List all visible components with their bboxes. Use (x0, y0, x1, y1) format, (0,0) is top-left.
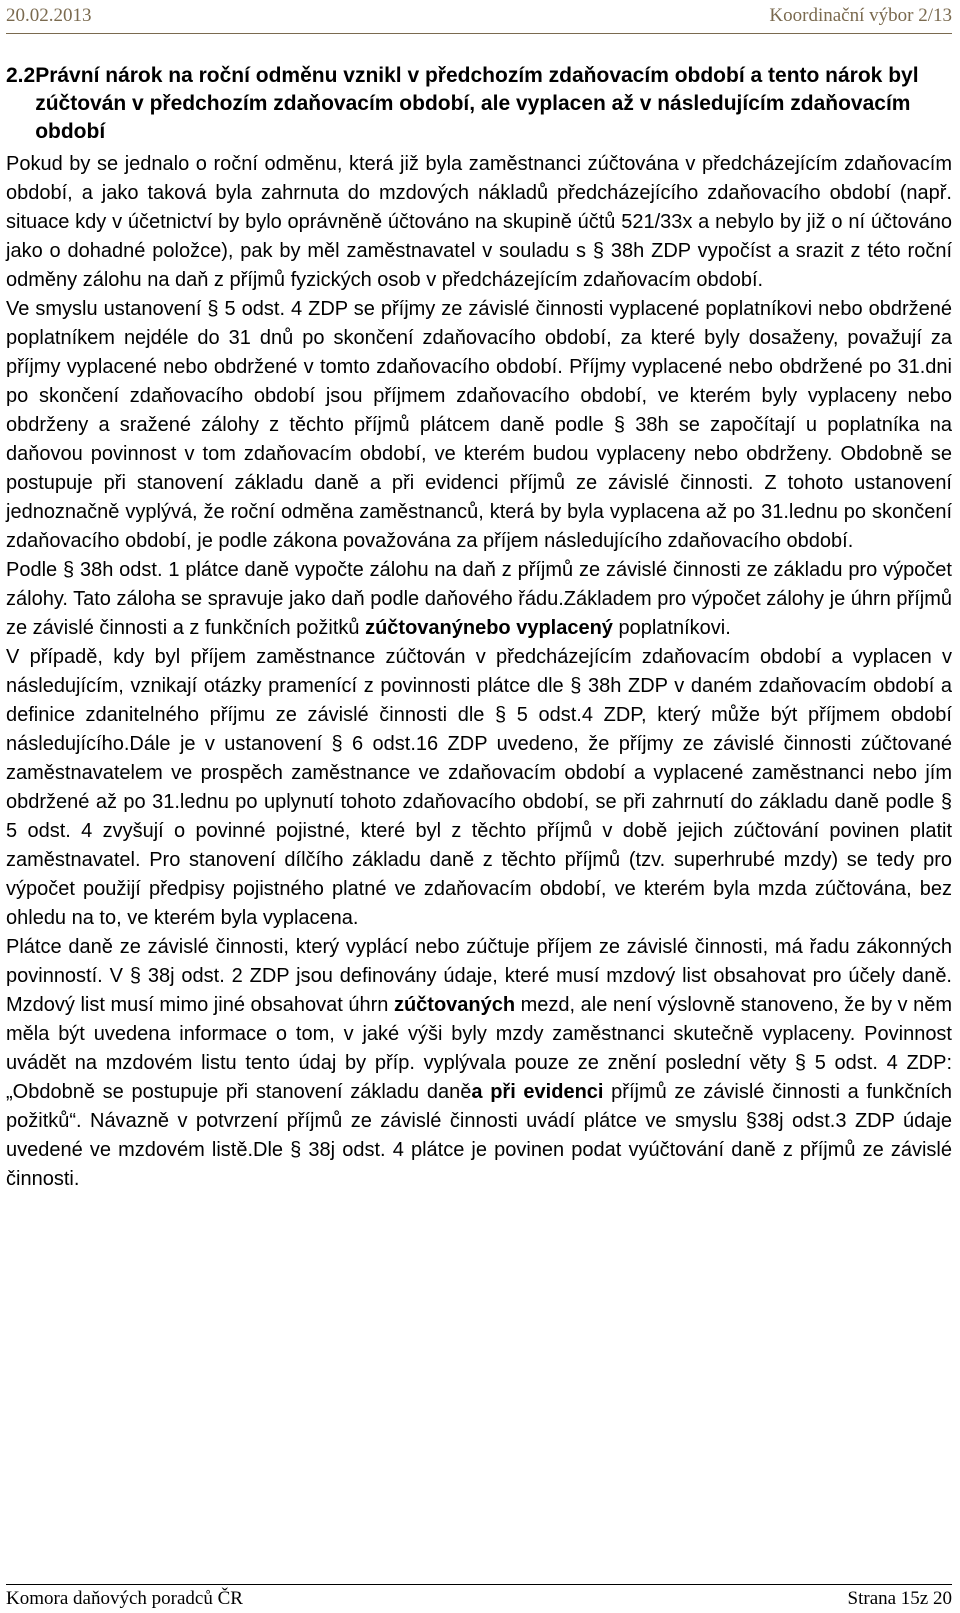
section-title: Právní nárok na roční odměnu vznikl v předchozím zdaňovacím období a tento nárok byl zúčtován v předchozím zdaňovacím období, ale vyplacen až v následujícím zdaňovacím období (35, 64, 919, 143)
paragraph-3 (6, 556, 952, 643)
paragraph-4 (6, 643, 952, 933)
section-number: 2.2 (6, 64, 36, 87)
header-date: 20.02.2013 (6, 5, 92, 26)
page-header (6, 2, 952, 30)
footer-page-number: Strana 15z 20 (847, 1588, 952, 1609)
paragraph-2-text: Ve smyslu ustanovení § 5 odst. 4 ZDP se příjmy ze závislé činnosti vyplacené poplatníkovi nebo obdržené poplatníkem nejdéle do 31 dnů po skončení zdaňovacího období, za které byly dosaženy, považují za příjmy vyplacené nebo obdržené v tomto zdaňovacího období. Příjmy vyplacené nebo obdržené po 31.dni po skončení zdaňovacího období jsou příjmem zdaňovacího období, ve kterém byly vyplaceny nebo obdrženy a sražené zálohy z těchto příjmů plátcem daně podle § 38h se započítají u poplatníka na daňovou povinnost v tom zdaňovacím období, ve kterém budou vyplaceny nebo obdrženy. Obdobně se postupuje při stanovení základu daně a při evidenci příjmů ze závislé činnosti. Z tohoto ustanovení jednoznačně vyplývá, že roční odměna zaměstnanců, která by byla vyplacena až po 31.lednu po skončení zdaňovacího období, je podle zákona považována za příjem následujícího zdaňovacího období. (6, 298, 952, 552)
paragraph-4-text: V případě, kdy byl příjem zaměstnance zúčtován v předcházejícím zdaňovacím období a vyplacen v následujícím, vznikají otázky pramenící z povinnosti plátce dle § 38h ZDP v daném zdaňovacím období a definice zdanitelného příjmu ze závislé činnosti dle § 5 odst.4 ZDP, který může být příjmem období následujícího.Dále je v ustanovení § 6 odst.16 ZDP uvedeno, že příjmy ze závislé činnosti zúčtované zaměstnavatelem ve prospěch zaměstnance ve zdaňovacím období a vyplacené zaměstnanci nebo jím obdržené až po 31.lednu po uplynutí tohoto zdaňovacího období, se při zahrnutí do základu daně podle § 5 odst. 4 zvyšují o povinné pojistné, které byl z těchto příjmů v době jejich zúčtování povinen platit zaměstnavatel. Pro stanovení dílčího základu daně z těchto příjmů (tzv. superhrubé mzdy) se tedy pro výpočet použijí předpisy pojistného platné ve zdaňovacím období, ve kterém byla mzda zúčtována, bez ohledu na to, ve kterém byla vyplacena. (6, 646, 952, 929)
paragraph-5-text-c: příjmů ze závislé činnosti a funkčních požitků“. Návazně v potvrzení příjmů ze závislé činnosti uvádí plátce ve smyslu §38j odst.3 ZDP údaje uvedené ve mzdovém listě.Dle § 38j odst. 4 plátce je povinen podat vyúčtování daně z příjmů ze závislé činnosti. (6, 1081, 953, 1190)
paragraph-1-text: Pokud by se jednalo o roční odměnu, která již byla zaměstnanci zúčtována v předcházejícím zdaňovacím období, a jako taková byla zahrnuta do mzdových nákladů předcházejícího zdaňovacího období (např. situace kdy v účetnictví by bylo oprávněně účtováno na skupině účtů 521/33x a nebylo by již o ní účtováno jako o dohadné položce), pak by měl zaměstnavatel v souladu s § 38h ZDP vypočíst a srazit z této roční odměny zálohu na daň z příjmů fyzických osob v předcházejícím zdaňovacím období. (6, 153, 952, 291)
paragraph-5-bold-1: zúčtovaných (393, 994, 516, 1016)
header-title: Koordinační výbor 2/13 (769, 5, 952, 26)
document-body (6, 62, 952, 1194)
footer-organization: Komora daňových poradců ČR (6, 1588, 243, 1609)
paragraph-3-tail: poplatníkovi. (612, 617, 731, 639)
paragraph-5 (6, 933, 952, 1194)
paragraph-5-text-b: mezd, ale není výslovně stanoveno, že by v něm měla být uvedena informace o tom, v jaké výši byly mzdy zaměstnanci skutečně vyplaceny. Povinnost uvádět na mzdovém listu tento údaj by příp. vyplývala pouze ze znění poslední věty § 5 odst. 4 ZDP: „Obdobně se postupuje při stanovení základu daně (6, 994, 952, 1103)
paragraph-3-text: Podle § 38h odst. 1 plátce daně vypočte zálohu na daň z příjmů ze závislé činnosti ze základu pro výpočet zálohy. Tato záloha se spravuje jako daň podle daňového řádu.Základem pro výpočet zálohy je úhrn příjmů ze závislé činnosti a z funkčních požitků (6, 559, 952, 639)
paragraph-5-text-a: Plátce daně ze závislé činnosti, který vyplácí nebo zúčtuje příjem ze závislé činnosti, má řadu zákonných povinností. V § 38j odst. 2 ZDP jsou definovány údaje, které musí mzdový list obsahovat pro účely daně. Mzdový list musí mimo jiné obsahovat úhrn (6, 936, 952, 1016)
paragraph-3-bold: zúčtovanýnebo vyplacený (365, 617, 613, 639)
page-footer (6, 1587, 952, 1611)
footer-divider (6, 1584, 952, 1585)
paragraph-1 (6, 150, 952, 295)
section-heading (6, 62, 952, 146)
paragraph-5-bold-3: při evidenci (490, 1081, 604, 1103)
paragraph-2 (6, 295, 952, 556)
paragraph-5-bold-2: a (471, 1081, 483, 1103)
header-divider (6, 33, 952, 34)
